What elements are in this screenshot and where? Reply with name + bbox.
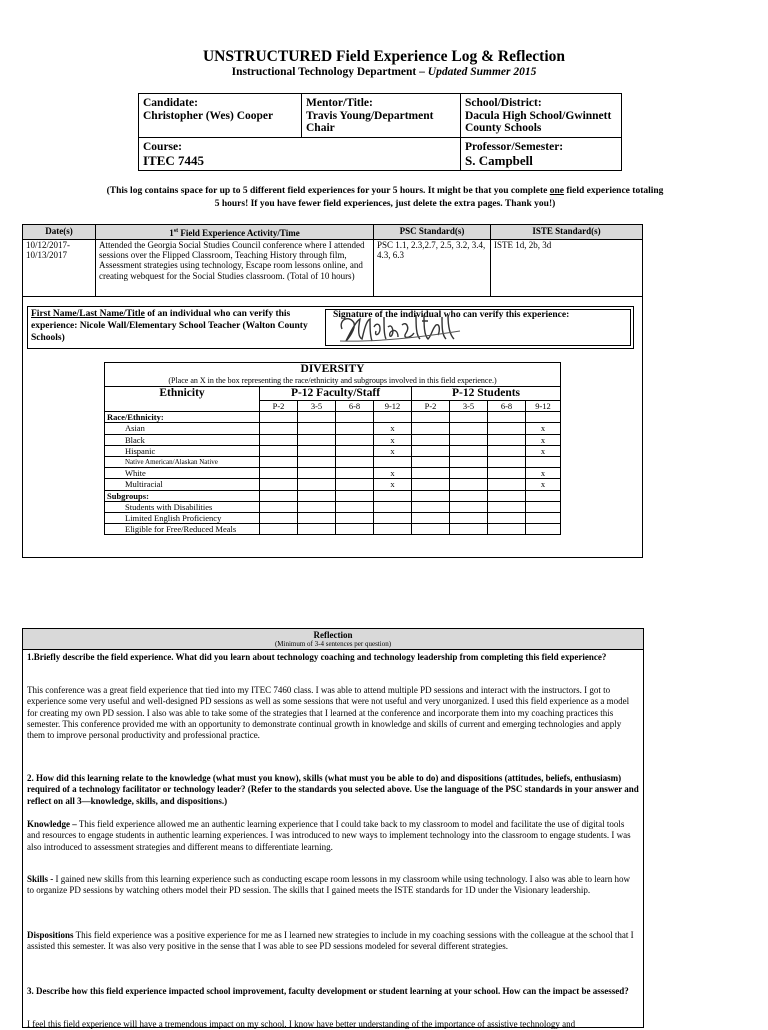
diversity-title: DIVERSITY (105, 363, 561, 377)
diversity-row (105, 434, 561, 445)
skills-label: Skills - (27, 874, 54, 884)
row-label: Asian (105, 423, 260, 434)
dispositions-label: Dispositions (27, 930, 74, 940)
grade-header: 3-5 (298, 401, 336, 412)
activity-header-text: Field Experience Activity/Time (178, 228, 300, 238)
row-label: White (105, 468, 260, 479)
verifier-label-underlined: First Name/Last Name/Title (31, 309, 145, 319)
answer-1: This conference was a great field experience that tied into my ITEC 7460 class. I was able to attend multiple PD sessions and interact with the instructors. I got to experience some very useful and well-designed PD sessions as well as some sessions that were not useful and very unorganized. I used this field experience as a model for creating my own PD session. I also was able to take some of the strategies that I learned at the conference and incorporate them into my coaching practices this semester. This conference provided me with an opportunity to demonstrate continual growth in knowledge and skills of current and emerging technologies and apply them to improve personal productivity and professional practice. (27, 685, 630, 741)
question-1: 1.Briefly describe the field experience. What did you learn about technology coaching and technology leadership from completing this field experience? (27, 652, 607, 662)
grade-header: 3-5 (450, 401, 488, 412)
mark-cell[interactable] (260, 524, 298, 535)
mark-cell[interactable] (374, 513, 412, 524)
diversity-row (105, 457, 561, 468)
mark-cell[interactable] (260, 457, 298, 468)
race-ethnicity-heading: Race/Ethnicity: (105, 412, 260, 423)
activity-header-num: 1 (169, 228, 174, 238)
note-underlined: one (549, 186, 564, 196)
mark-cell[interactable] (260, 445, 298, 456)
candidate-info-table (138, 93, 622, 171)
field-experience-table (22, 224, 643, 297)
row-label: Students with Disabilities (105, 501, 260, 512)
faculty-header: P-12 Faculty/Staff (260, 387, 412, 401)
mark-cell[interactable]: x (374, 434, 412, 445)
mark-cell[interactable] (488, 468, 526, 479)
note-text-end: field experience totaling 5 hours! If you have fewer field experiences, just delete the extra pages. Thank you!) (214, 186, 664, 209)
mark-cell[interactable]: x (374, 445, 412, 456)
question-2: 2. How did this learning relate to the knowledge (what must you know), skills (what must you be able to do) and dispositions (attitudes, beliefs, enthusiasm) required of a technology facilitator or technology leader? (Refer to the standards you selected above. Use the language of the PSC standards in your answer and reflect on all 3—knowledge, skills, and dispositions.) (27, 773, 639, 806)
diversity-table (104, 362, 561, 535)
mark-cell[interactable] (336, 445, 374, 456)
mark-cell[interactable] (488, 513, 526, 524)
mark-cell[interactable] (298, 423, 336, 434)
iste-cell: ISTE 1d, 2b, 3d (491, 240, 643, 297)
mark-cell[interactable] (336, 468, 374, 479)
mark-cell[interactable] (260, 468, 298, 479)
mark-cell[interactable]: x (526, 434, 561, 445)
mark-cell[interactable] (488, 434, 526, 445)
mark-cell[interactable] (526, 513, 561, 524)
mark-cell[interactable] (336, 457, 374, 468)
row-label: Limited English Proficiency (105, 513, 260, 524)
reflection-title: Reflection (313, 630, 353, 640)
mark-cell[interactable] (412, 468, 450, 479)
mark-cell[interactable] (412, 513, 450, 524)
mark-cell[interactable]: x (374, 423, 412, 434)
mark-cell[interactable] (412, 457, 450, 468)
dispositions-text: This field experience was a positive experience for me as I learned new strategies to include in my coaching sessions with the colleague at the school that I assisted this semester. It was also very positive in the sense that I was able to see PD sessions modeled for several different strategies. (27, 930, 634, 952)
mark-cell[interactable] (260, 434, 298, 445)
mark-cell[interactable] (412, 501, 450, 512)
mark-cell[interactable] (298, 524, 336, 535)
row-label: Black (105, 434, 260, 445)
subtitle-department: Instructional Technology Department – (231, 66, 428, 78)
mark-cell[interactable] (412, 434, 450, 445)
mark-cell[interactable] (526, 524, 561, 535)
activity-header-sup: st (173, 228, 179, 234)
mark-cell[interactable]: x (526, 423, 561, 434)
answer-dispositions (27, 930, 639, 953)
iste-header: ISTE Standard(s) (491, 225, 643, 240)
subtitle-updated: Updated Summer 2015 (427, 66, 537, 78)
mark-cell[interactable] (336, 513, 374, 524)
mark-cell[interactable] (374, 501, 412, 512)
mark-cell[interactable] (526, 501, 561, 512)
candidate-cell (139, 94, 302, 138)
mark-cell[interactable] (488, 457, 526, 468)
row-label: Multiracial (105, 479, 260, 490)
page-subtitle (0, 66, 768, 78)
mark-cell[interactable] (488, 423, 526, 434)
candidate-value: Christopher (Wes) Cooper (143, 109, 274, 122)
knowledge-text: This field experience allowed me an authentic learning experience that I could take back to my classroom to model and facilitate the use of digital tools and resources to engage students in authentic learning experiences. I was introduced to new ways to implement technology into the classroom to engage students. I was also introduced to assessment strategies and different means to differentiate learning. (27, 819, 631, 852)
mark-cell[interactable] (260, 501, 298, 512)
mark-cell[interactable] (412, 445, 450, 456)
answer-knowledge (27, 819, 639, 853)
mark-cell[interactable] (298, 501, 336, 512)
verifier-info (31, 308, 321, 344)
page-title: UNSTRUCTURED Field Experience Log & Reflection (202, 48, 566, 65)
mark-cell[interactable]: x (526, 445, 561, 456)
mark-cell[interactable] (298, 434, 336, 445)
mark-cell[interactable] (298, 445, 336, 456)
course-value: ITEC 7445 (143, 152, 205, 168)
school-label: School/District: (465, 97, 542, 109)
mark-cell[interactable] (374, 457, 412, 468)
mark-cell[interactable] (450, 445, 488, 456)
mark-cell[interactable] (336, 423, 374, 434)
diversity-instruction: (Place an X in the box representing the race/ethnicity and subgroups involved in this field experience.) (105, 376, 561, 387)
mark-cell[interactable]: x (526, 479, 561, 490)
row-label: Native American/Alaskan Native (105, 457, 260, 468)
mark-cell[interactable] (298, 513, 336, 524)
mark-cell[interactable] (260, 479, 298, 490)
mark-cell[interactable] (450, 423, 488, 434)
dates-cell: 10/12/2017-10/13/2017 (23, 240, 96, 297)
mark-cell[interactable] (488, 479, 526, 490)
mark-cell[interactable] (450, 434, 488, 445)
answer-skills (27, 874, 639, 897)
grade-header: 6-8 (488, 401, 526, 412)
mark-cell[interactable] (450, 513, 488, 524)
knowledge-label: Knowledge – (27, 819, 77, 829)
mark-cell[interactable]: x (374, 479, 412, 490)
professor-cell (461, 138, 622, 171)
school-cell (461, 94, 622, 138)
subgroup-row (105, 501, 561, 512)
mark-cell[interactable] (450, 501, 488, 512)
grade-header: 6-8 (336, 401, 374, 412)
candidate-label: Candidate: (143, 97, 198, 109)
answer-3: I feel this field experience will have a tremendous impact on my school. I know have better understanding of the importance of assistive technology and (27, 1019, 576, 1029)
reflection-header (23, 629, 643, 650)
mark-cell[interactable] (374, 524, 412, 535)
activity-header (96, 225, 374, 240)
psc-cell: PSC 1.1, 2.3,2.7, 2.5, 3.2, 3.4, 4.3, 6.3 (374, 240, 491, 297)
subgroups-heading: Subgroups: (105, 490, 260, 501)
subgroup-row (105, 513, 561, 524)
mark-cell[interactable] (488, 524, 526, 535)
mark-cell[interactable] (412, 524, 450, 535)
question-3: 3. Describe how this field experience impacted school improvement, faculty development or student learning at your school. How can the impact be assessed? (27, 986, 629, 996)
mark-cell[interactable] (336, 501, 374, 512)
signature-label: Signature of the individual who can verify this experience: (333, 310, 570, 320)
mark-cell[interactable] (298, 479, 336, 490)
mark-cell[interactable] (336, 524, 374, 535)
psc-header: PSC Standard(s) (374, 225, 491, 240)
diversity-row (105, 423, 561, 434)
verifier-text: of an individual who can verify this experience: Nicole Wall/Elementary School Teacher (Walton County Schools) (31, 309, 308, 343)
row-label: Eligible for Free/Reduced Meals (105, 524, 260, 535)
instructions-note (104, 185, 666, 210)
grade-header: P-2 (412, 401, 450, 412)
mark-cell[interactable] (450, 468, 488, 479)
reflection-subtitle: (Minimum of 3-4 sentences per question) (274, 640, 392, 648)
mark-cell[interactable] (336, 434, 374, 445)
mark-cell[interactable] (260, 513, 298, 524)
mark-cell[interactable]: x (374, 468, 412, 479)
diversity-row (105, 479, 561, 490)
mark-cell[interactable] (336, 479, 374, 490)
row-label: Hispanic (105, 445, 260, 456)
grade-header: 9-12 (526, 401, 561, 412)
course-cell (139, 138, 461, 171)
course-label: Course: (143, 141, 182, 153)
mark-cell[interactable] (298, 468, 336, 479)
mentor-label: Mentor/Title: (306, 97, 373, 109)
mark-cell[interactable] (488, 445, 526, 456)
grade-header: P-2 (260, 401, 298, 412)
dates-header: Date(s) (23, 225, 96, 240)
mark-cell[interactable] (450, 457, 488, 468)
mark-cell[interactable] (450, 524, 488, 535)
students-header: P-12 Students (412, 387, 561, 401)
mark-cell[interactable] (412, 479, 450, 490)
mark-cell[interactable] (450, 479, 488, 490)
mark-cell[interactable] (412, 423, 450, 434)
handwritten-signature (336, 311, 476, 345)
mark-cell[interactable] (260, 423, 298, 434)
subgroup-row (105, 524, 561, 535)
professor-label: Professor/Semester: (465, 141, 564, 153)
diversity-row (105, 445, 561, 456)
mark-cell[interactable] (526, 457, 561, 468)
activity-cell: Attended the Georgia Social Studies Council conference where I attended sessions over the Flipped Classroom, Teaching History through film, Assessment strategies using technology, Escape room lessons online, and creating webquest for the Social Studies classroom. (Total of 10 hours) (96, 240, 374, 297)
mark-cell[interactable]: x (526, 468, 561, 479)
note-text: (This log contains space for up to 5 different field experiences for your 5 hours. It might be that you complete (106, 186, 550, 196)
mentor-cell (302, 94, 461, 138)
mentor-value: Travis Young/Department Chair (306, 109, 434, 134)
grade-header: 9-12 (374, 401, 412, 412)
diversity-row (105, 468, 561, 479)
professor-value: S. Campbell (465, 152, 533, 168)
school-value: Dacula High School/Gwinnett County Schools (465, 109, 612, 134)
mark-cell[interactable] (298, 457, 336, 468)
mark-cell[interactable] (488, 501, 526, 512)
skills-text: I gained new skills from this learning experience such as conducting escape room lessons in my classroom while using technology. I also was able to learn how to organize PD sessions by watching others model their PD session. The skills that I gained meets the ISTE standards for 1D under the Visionary leadership. (27, 874, 631, 896)
ethnicity-header: Ethnicity (105, 387, 260, 412)
